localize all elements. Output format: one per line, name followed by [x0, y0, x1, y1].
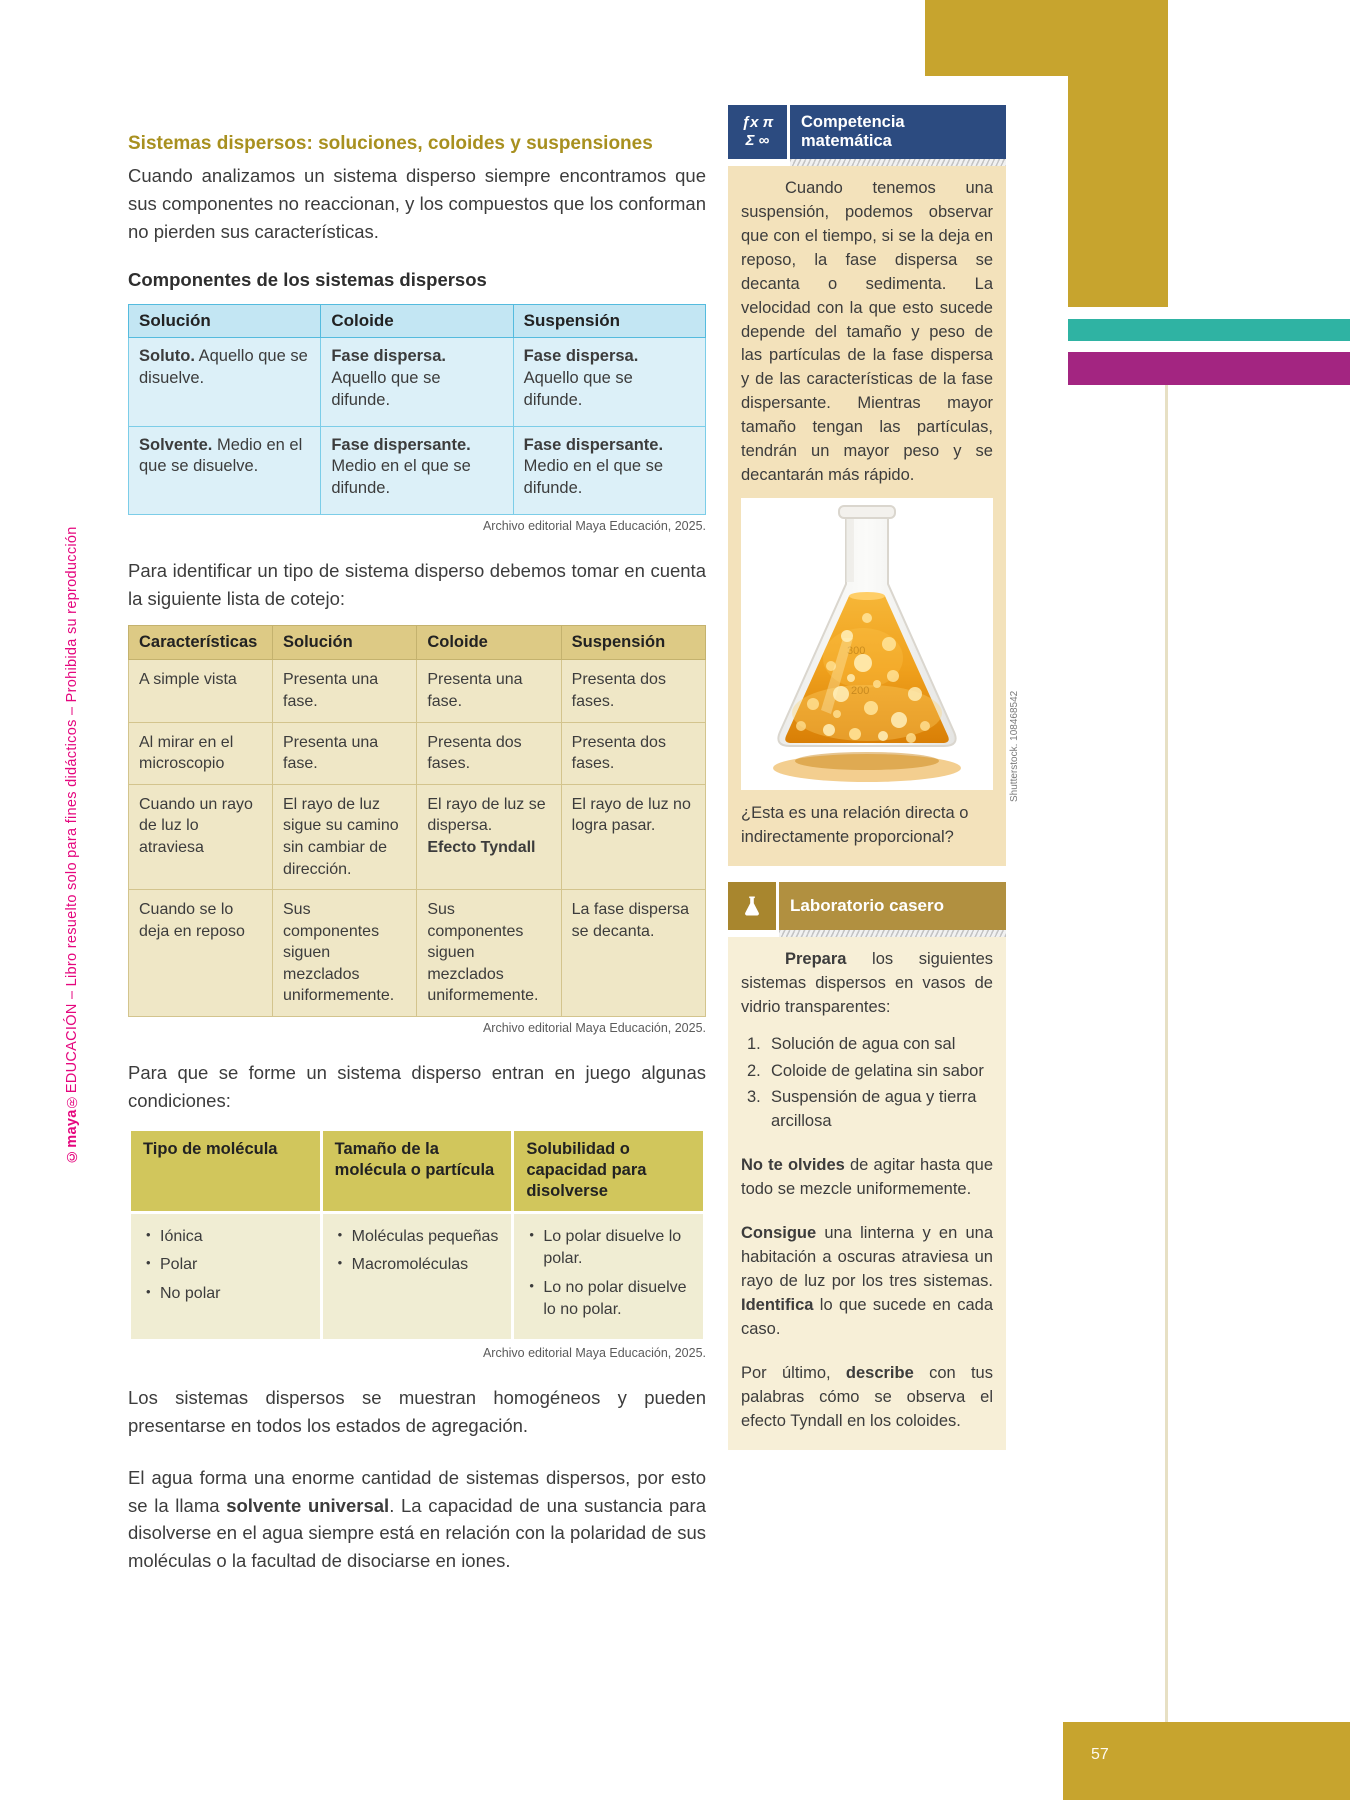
flask-icon-glyph: [740, 894, 764, 918]
page-number: 57: [1091, 1746, 1109, 1763]
table-cell: [130, 1212, 322, 1341]
table-caption: Archivo editorial Maya Educación, 2025.: [482, 1346, 706, 1361]
table-cell: Presenta dos fases.: [561, 722, 705, 784]
lab-intro-paragraph: Prepara los siguientes sistemas dispersos en vasos de vidrio transparentes:: [741, 949, 993, 1016]
list-item: • No polar: [143, 1283, 308, 1305]
column-header: Solubilidad o capacidad para disolverse: [513, 1129, 705, 1212]
flask-photo: [741, 498, 993, 790]
row-label: Cuando se lo deja en reposo: [129, 890, 273, 1017]
intro-paragraph: Cuando analizamos un sistema disperso siempre encontramos que sus componentes no reaccionan, y los compuestos que los conforman no pierden sus características.: [128, 165, 706, 242]
laboratorio-title: Laboratorio casero: [779, 882, 1006, 930]
list-item: • Lo no polar disuelve lo no polar.: [526, 1277, 691, 1322]
flask-graduation-mark: 300: [847, 644, 866, 657]
table-cell: Fase dispersante. Medio en el que se difunde.: [321, 426, 513, 514]
competencia-text: Cuando tenemos una suspensión, podemos observar que con el tiempo, si se la deja en reposo, la fase dispersa se decanta o sedimenta. La velocidad con la que esto sucede depende del tamaño y peso de las partículas de la fase dispersa y de las características de la fase dispersante. Mientras mayor tamaño tengan las partículas, tendrán un mayor peso y se decantarán más rápido.: [741, 179, 993, 485]
column-header: Suspensión: [513, 305, 705, 338]
solvente-universal-term: solvente universal: [226, 1494, 390, 1516]
components-heading: Componentes de los sistemas dispersos: [128, 269, 487, 291]
list-item: 1. Solución de agua con sal: [747, 1034, 956, 1053]
deco-vertical-rule: [1165, 385, 1168, 1722]
closing-paragraph-1: Los sistemas dispersos se muestran homogéneos y pueden presentarse en todos los estados de agregación.: [128, 1387, 706, 1437]
watermark-brand: ©maya: [64, 1109, 80, 1164]
laboratorio-header: [728, 882, 1006, 930]
table-cell: Sus componentes siguen mezclados uniformemente.: [273, 890, 417, 1017]
table-cell: [321, 1212, 513, 1341]
deco-magenta-bar: [1068, 352, 1350, 385]
list-item: • Lo polar disuelve lo polar.: [526, 1226, 691, 1271]
deco-teal-bar: [1068, 319, 1350, 341]
table-cell: Soluto. Aquello que se disuelve.: [129, 338, 321, 426]
list-item: • Macromoléculas: [335, 1254, 500, 1276]
column-header: Tamaño de la molécula o partícula: [321, 1129, 513, 1212]
table-cell: Solvente. Medio en el que se disuelve.: [129, 426, 321, 514]
deco-gold-column: [1068, 0, 1168, 307]
column-header: Coloide: [321, 305, 513, 338]
list-item: • Polar: [143, 1254, 308, 1276]
lab-numbered-list: [747, 1033, 993, 1135]
table-cell: El rayo de luz sigue su camino sin cambiar de dirección.: [273, 784, 417, 889]
tyndall-effect-label: Efecto Tyndall: [427, 838, 536, 856]
table-caption: Archivo editorial Maya Educación, 2025.: [482, 518, 706, 533]
table-row: [129, 784, 706, 889]
column-header: Características: [129, 626, 273, 660]
table-cell: Presenta una fase.: [417, 660, 561, 722]
table-cell: Fase dispersa. Aquello que se difunde.: [321, 338, 513, 426]
conditions-intro-paragraph: Para que se forme un sistema disperso entran en juego algunas condiciones:: [128, 1062, 706, 1111]
table-cell: Presenta dos fases.: [417, 722, 561, 784]
list-item: 3. Suspensión de agua y tierra arcillosa: [747, 1088, 977, 1131]
table-header-row: [130, 1129, 705, 1212]
math-symbols-icon: ƒx π Σ ∞: [728, 105, 787, 159]
table-row: [129, 890, 706, 1017]
closing-paragraph-2: El agua forma una enorme cantidad de sistemas dispersos, por esto se la llama solvente universal. La capacidad de una sustancia para disolverse en el agua siempre está en relación con la polaridad de sus moléculas o la facultad de disociarse en iones.: [128, 1466, 706, 1572]
column-header: Tipo de molécula: [130, 1129, 322, 1212]
column-header: Solución: [273, 626, 417, 660]
table-cell: El rayo de luz no logra pasar.: [561, 784, 705, 889]
lab-paragraph-describe: Por último, describe con tus palabras cómo se observa el efecto Tyndall en los coloides.: [741, 1363, 993, 1430]
competencia-body: [728, 166, 1006, 866]
laboratorio-box: [728, 882, 1006, 1450]
table-row: [129, 426, 706, 514]
table-cell: La fase dispersa se decanta.: [561, 890, 705, 1017]
hatch-divider: [779, 930, 1006, 937]
table-cell: El rayo de luz se dispersa. Efecto Tyndall: [417, 784, 561, 889]
lab-paragraph-remember: No te olvides de agitar hasta que todo se mezcle uniformemente.: [741, 1156, 993, 1199]
page-footer-band: [1063, 1722, 1350, 1800]
table-cell: Presenta una fase.: [273, 660, 417, 722]
table-header-row: [129, 626, 706, 660]
list-item: 2. Coloide de gelatina sin sabor: [747, 1061, 984, 1080]
competencia-header: [728, 105, 1006, 159]
list-item: • Moléculas pequeñas: [335, 1226, 500, 1248]
table-row: [129, 338, 706, 426]
conditions-table: [128, 1128, 706, 1343]
image-credit: Shutterstock. 108468542: [1009, 690, 1020, 802]
sidebar: [728, 105, 1006, 1450]
row-label: A simple vista: [129, 660, 273, 722]
section-title: Sistemas dispersos: soluciones, coloides y suspensiones: [128, 133, 653, 154]
row-label: Al mirar en el microscopio: [129, 722, 273, 784]
column-header: Coloide: [417, 626, 561, 660]
competencia-title: Competencia matemática: [790, 105, 1006, 159]
main-column: [128, 133, 706, 1575]
table-caption: Archivo editorial Maya Educación, 2025.: [482, 1021, 706, 1036]
table-cell: Fase dispersa. Aquello que se difunde.: [513, 338, 705, 426]
row-label: Cuando un rayo de luz lo atraviesa: [129, 784, 273, 889]
copyright-watermark: [64, 398, 92, 1164]
checklist-table: [128, 625, 706, 1017]
column-header: Solución: [129, 305, 321, 338]
list-item: • Iónica: [143, 1226, 308, 1248]
checklist-intro-paragraph: Para identificar un tipo de sistema disperso debemos tomar en cuenta la siguiente lista de cotejo:: [128, 559, 706, 609]
table-row: [129, 722, 706, 784]
components-table: [128, 304, 706, 515]
table-cell: Presenta dos fases.: [561, 660, 705, 722]
lab-paragraph-flashlight: Consigue una linterna y en una habitación a oscuras atraviesa un rayo de luz por los tres sistemas. Identifica lo que sucede en cada caso.: [741, 1224, 993, 1338]
column-header: Suspensión: [561, 626, 705, 660]
hatch-divider: [790, 159, 1006, 166]
watermark-text: ©maya®EDUCACIÓN – Libro resuelto solo para fines didácticos – Prohibida su reproducción: [64, 526, 80, 1164]
flask-graduation-mark: 200: [851, 684, 870, 697]
table-cell: [513, 1212, 705, 1341]
table-cell: Fase dispersante. Medio en el que se difunde.: [513, 426, 705, 514]
table-cell: Sus componentes siguen mezclados uniformemente.: [417, 890, 561, 1017]
flask-icon: [728, 882, 776, 930]
competencia-box: [728, 105, 1006, 866]
flask-illustration: [743, 498, 991, 790]
laboratorio-body: [728, 937, 1006, 1450]
table-header-row: [129, 305, 706, 338]
competencia-question: ¿Esta es una relación directa o indirectamente proporcional?: [741, 803, 969, 846]
table-row: [130, 1212, 705, 1341]
table-cell: Presenta una fase.: [273, 722, 417, 784]
table-row: [129, 660, 706, 722]
